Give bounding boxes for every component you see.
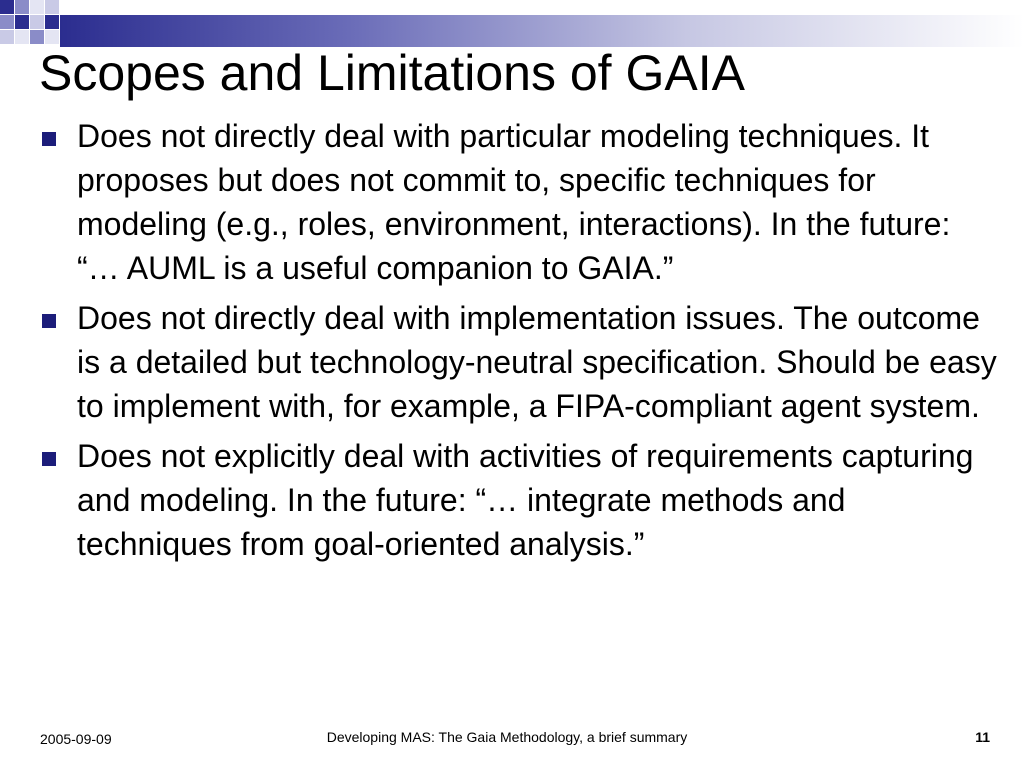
- square-bullet-icon: [40, 114, 77, 158]
- square-bullet-icon: [40, 296, 77, 340]
- decor-square: [0, 30, 14, 44]
- decor-square: [0, 15, 14, 29]
- decor-square: [45, 15, 59, 29]
- decor-square: [15, 30, 29, 44]
- decor-square: [0, 0, 14, 14]
- slide-title: Scopes and Limitations of GAIA: [39, 45, 745, 101]
- bullet-text: Does not explicitly deal with activities of requirements capturing and modeling. In the future: “… integrate methods and techniques from goal-oriented analysis.”: [77, 438, 974, 562]
- decor-square: [15, 0, 29, 14]
- slide-footer: [0, 722, 1024, 752]
- footer-title: Developing MAS: The Gaia Methodology, a brief summary: [326, 729, 688, 745]
- decor-square: [30, 15, 44, 29]
- decor-square: [45, 0, 59, 14]
- bullet-item: [40, 296, 1000, 428]
- bullet-item: [40, 114, 1000, 290]
- square-bullet-icon: [40, 434, 77, 478]
- bullet-text: Does not directly deal with particular modeling techniques. It proposes but does not commit to, specific techniques for modeling (e.g., roles, environment, interactions). In the future: “… AUML is a useful companion to GAIA.”: [77, 118, 951, 286]
- page-number: 11: [975, 729, 990, 745]
- bullet-list: [40, 114, 1000, 572]
- bullet-item: [40, 434, 1000, 566]
- bullet-text: Does not directly deal with implementation issues. The outcome is a detailed but technology-neutral specification. Should be easy to implement with, for example, a FIPA-compliant agent system.: [77, 300, 997, 424]
- decor-square: [30, 0, 44, 14]
- footer-date: 2005-09-09: [40, 731, 112, 747]
- decor-square: [15, 15, 29, 29]
